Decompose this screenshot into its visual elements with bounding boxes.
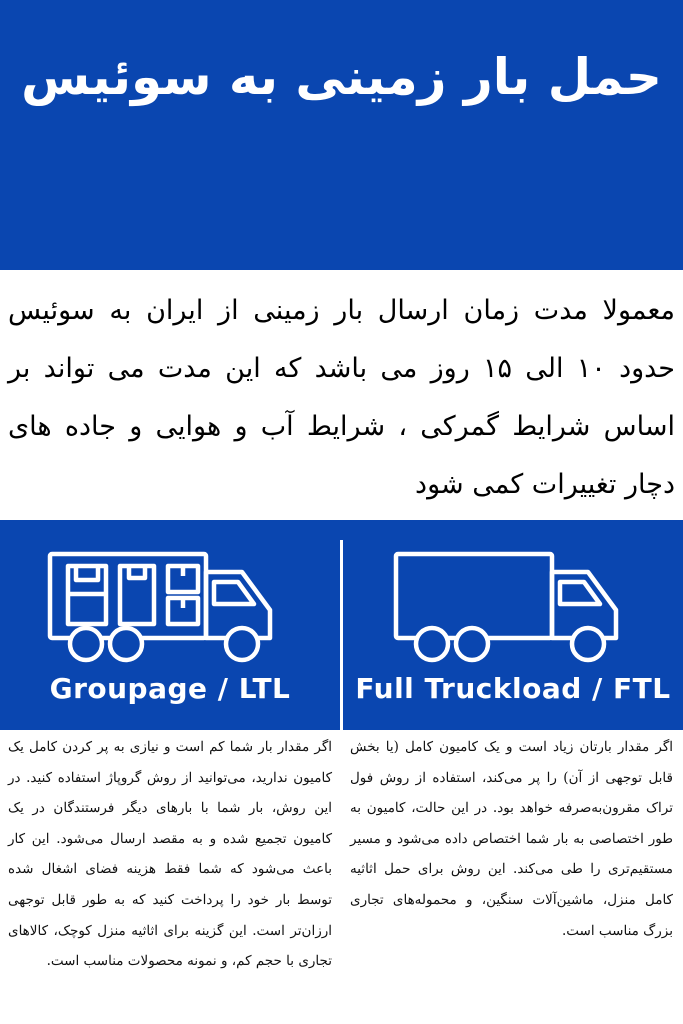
header-banner — [0, 0, 683, 270]
groupage-truck-icon — [46, 548, 278, 666]
page-title: حمل بار زمینی به سوئیس — [21, 48, 662, 106]
intro-paragraph: معمولا مدت زمان ارسال بار زمینی از ایران به سوئیس حدود ۱۰ الی ۱۵ روز می باشد که این مدت می تواند بر اساس شرایط گمرکی ، شرایط آب و هوایی و جاده های دچار تغییرات کمی شود — [8, 295, 675, 500]
ftl-title: Full Truckload / FTL — [355, 672, 671, 705]
ftl-truck-icon — [392, 548, 624, 666]
groupage-title: Groupage / LTL — [49, 672, 291, 705]
ftl-description: اگر مقدار بارتان زیاد است و یک کامیون کامل (یا بخش قابل توجهی از آن) را پر می‌کند، استفاده از روش فول تراک مقرون‌به‌صرفه خواهد بود. در این حالت، کامیون به طور اختصاصی به بار شما اختصاص داده می‌شود و مسیر مستقیم‌تری را طی می‌کند. این روش برای حمل اثاثیه کامل منزل، ماشین‌آلات سنگین، و محموله‌های تجاری بزرگ مناسب است. — [350, 739, 673, 939]
groupage-description: اگر مقدار بار شما کم است و نیازی به پر کردن کامل یک کامیون ندارید، می‌توانید از روش گروپاژ استفاده کنید. در این روش، بار شما با بارهای دیگر فرستندگان در یک کامیون تجمیع شده و به مقصد ارسال می‌شود. این کار باعث می‌شود که شما فقط هزینه فضای اشغال شده توسط بار خود را پرداخت کنید که به طور قابل توجهی ارزان‌تر است. این گزینه برای اثاثیه منزل کوچک، کالاهای تجاری با حجم کم، و نمونه محصولات مناسب است. — [8, 739, 332, 970]
